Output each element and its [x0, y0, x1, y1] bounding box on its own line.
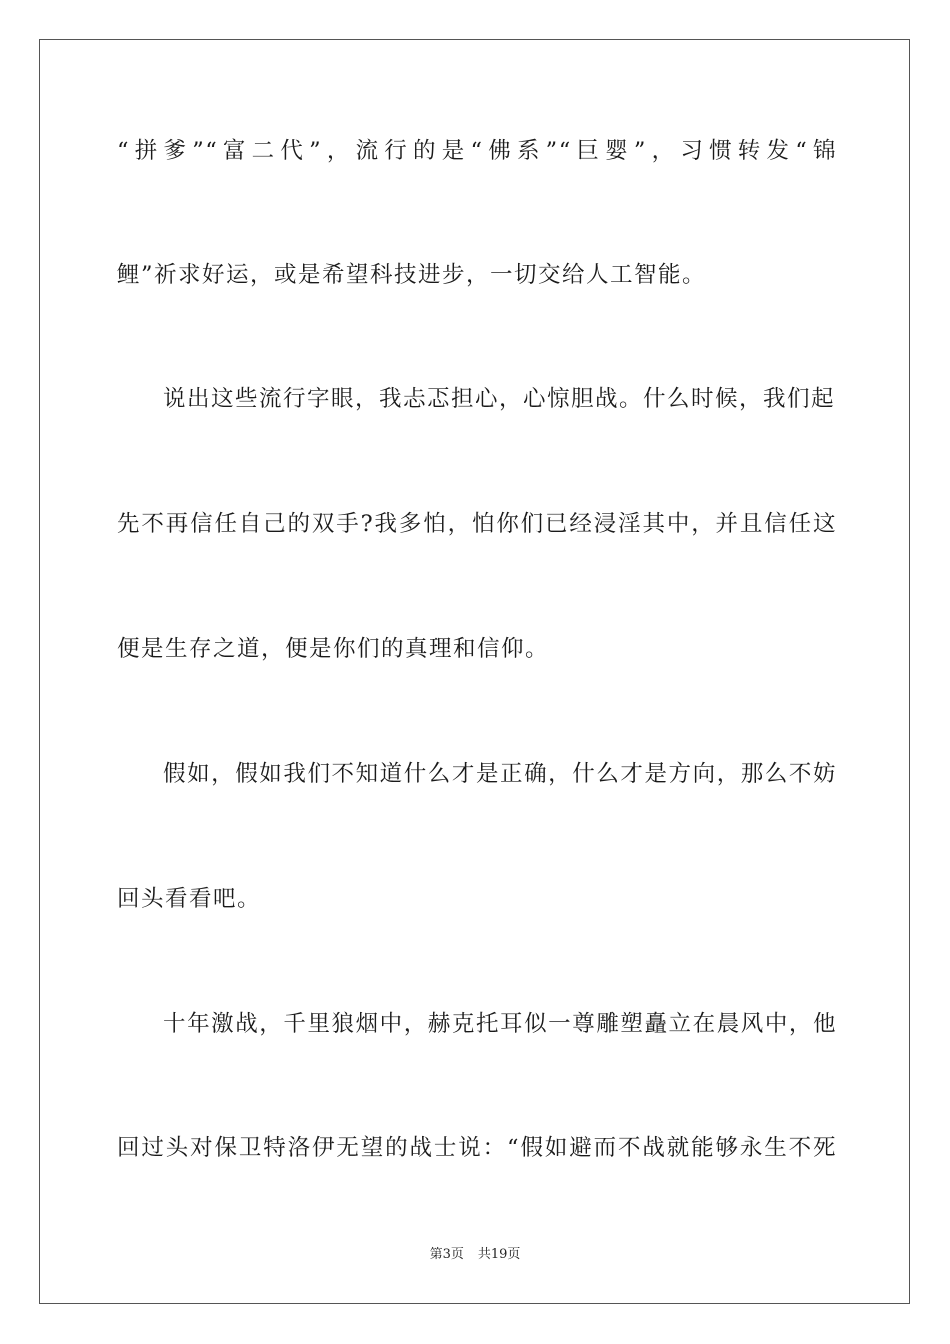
text-line: 鲤”祈求好运，或是希望科技进步，一切交给人工智能。	[117, 262, 707, 288]
page-footer	[0, 1246, 950, 1264]
text-line: 回过头对保卫特洛伊无望的战士说：“假如避而不战就能够永生不死	[117, 1135, 837, 1161]
text-line: 回头看看吧。	[117, 886, 262, 912]
text-line: 十年激战，千里狼烟中，赫克托耳似一尊雕塑矗立在晨风中，他	[163, 1011, 837, 1037]
text-line: 便是生存之道，便是你们的真理和信仰。	[117, 636, 550, 662]
page-number: 第3页	[429, 1247, 464, 1262]
text-line: 假如，假如我们不知道什么才是正确，什么才是方向，那么不妨	[163, 761, 837, 787]
text-line: “拼爹”“富二代”，流行的是“佛系”“巨婴”，习惯转发“锦	[117, 138, 837, 164]
page-total: 共19页	[477, 1247, 521, 1262]
page-frame	[39, 39, 910, 1304]
text-line: 先不再信任自己的双手?我多怕，怕你们已经浸淫其中，并且信任这	[117, 511, 837, 537]
text-line: 说出这些流行字眼，我忐忑担心，心惊胆战。什么时候，我们起	[163, 386, 836, 412]
